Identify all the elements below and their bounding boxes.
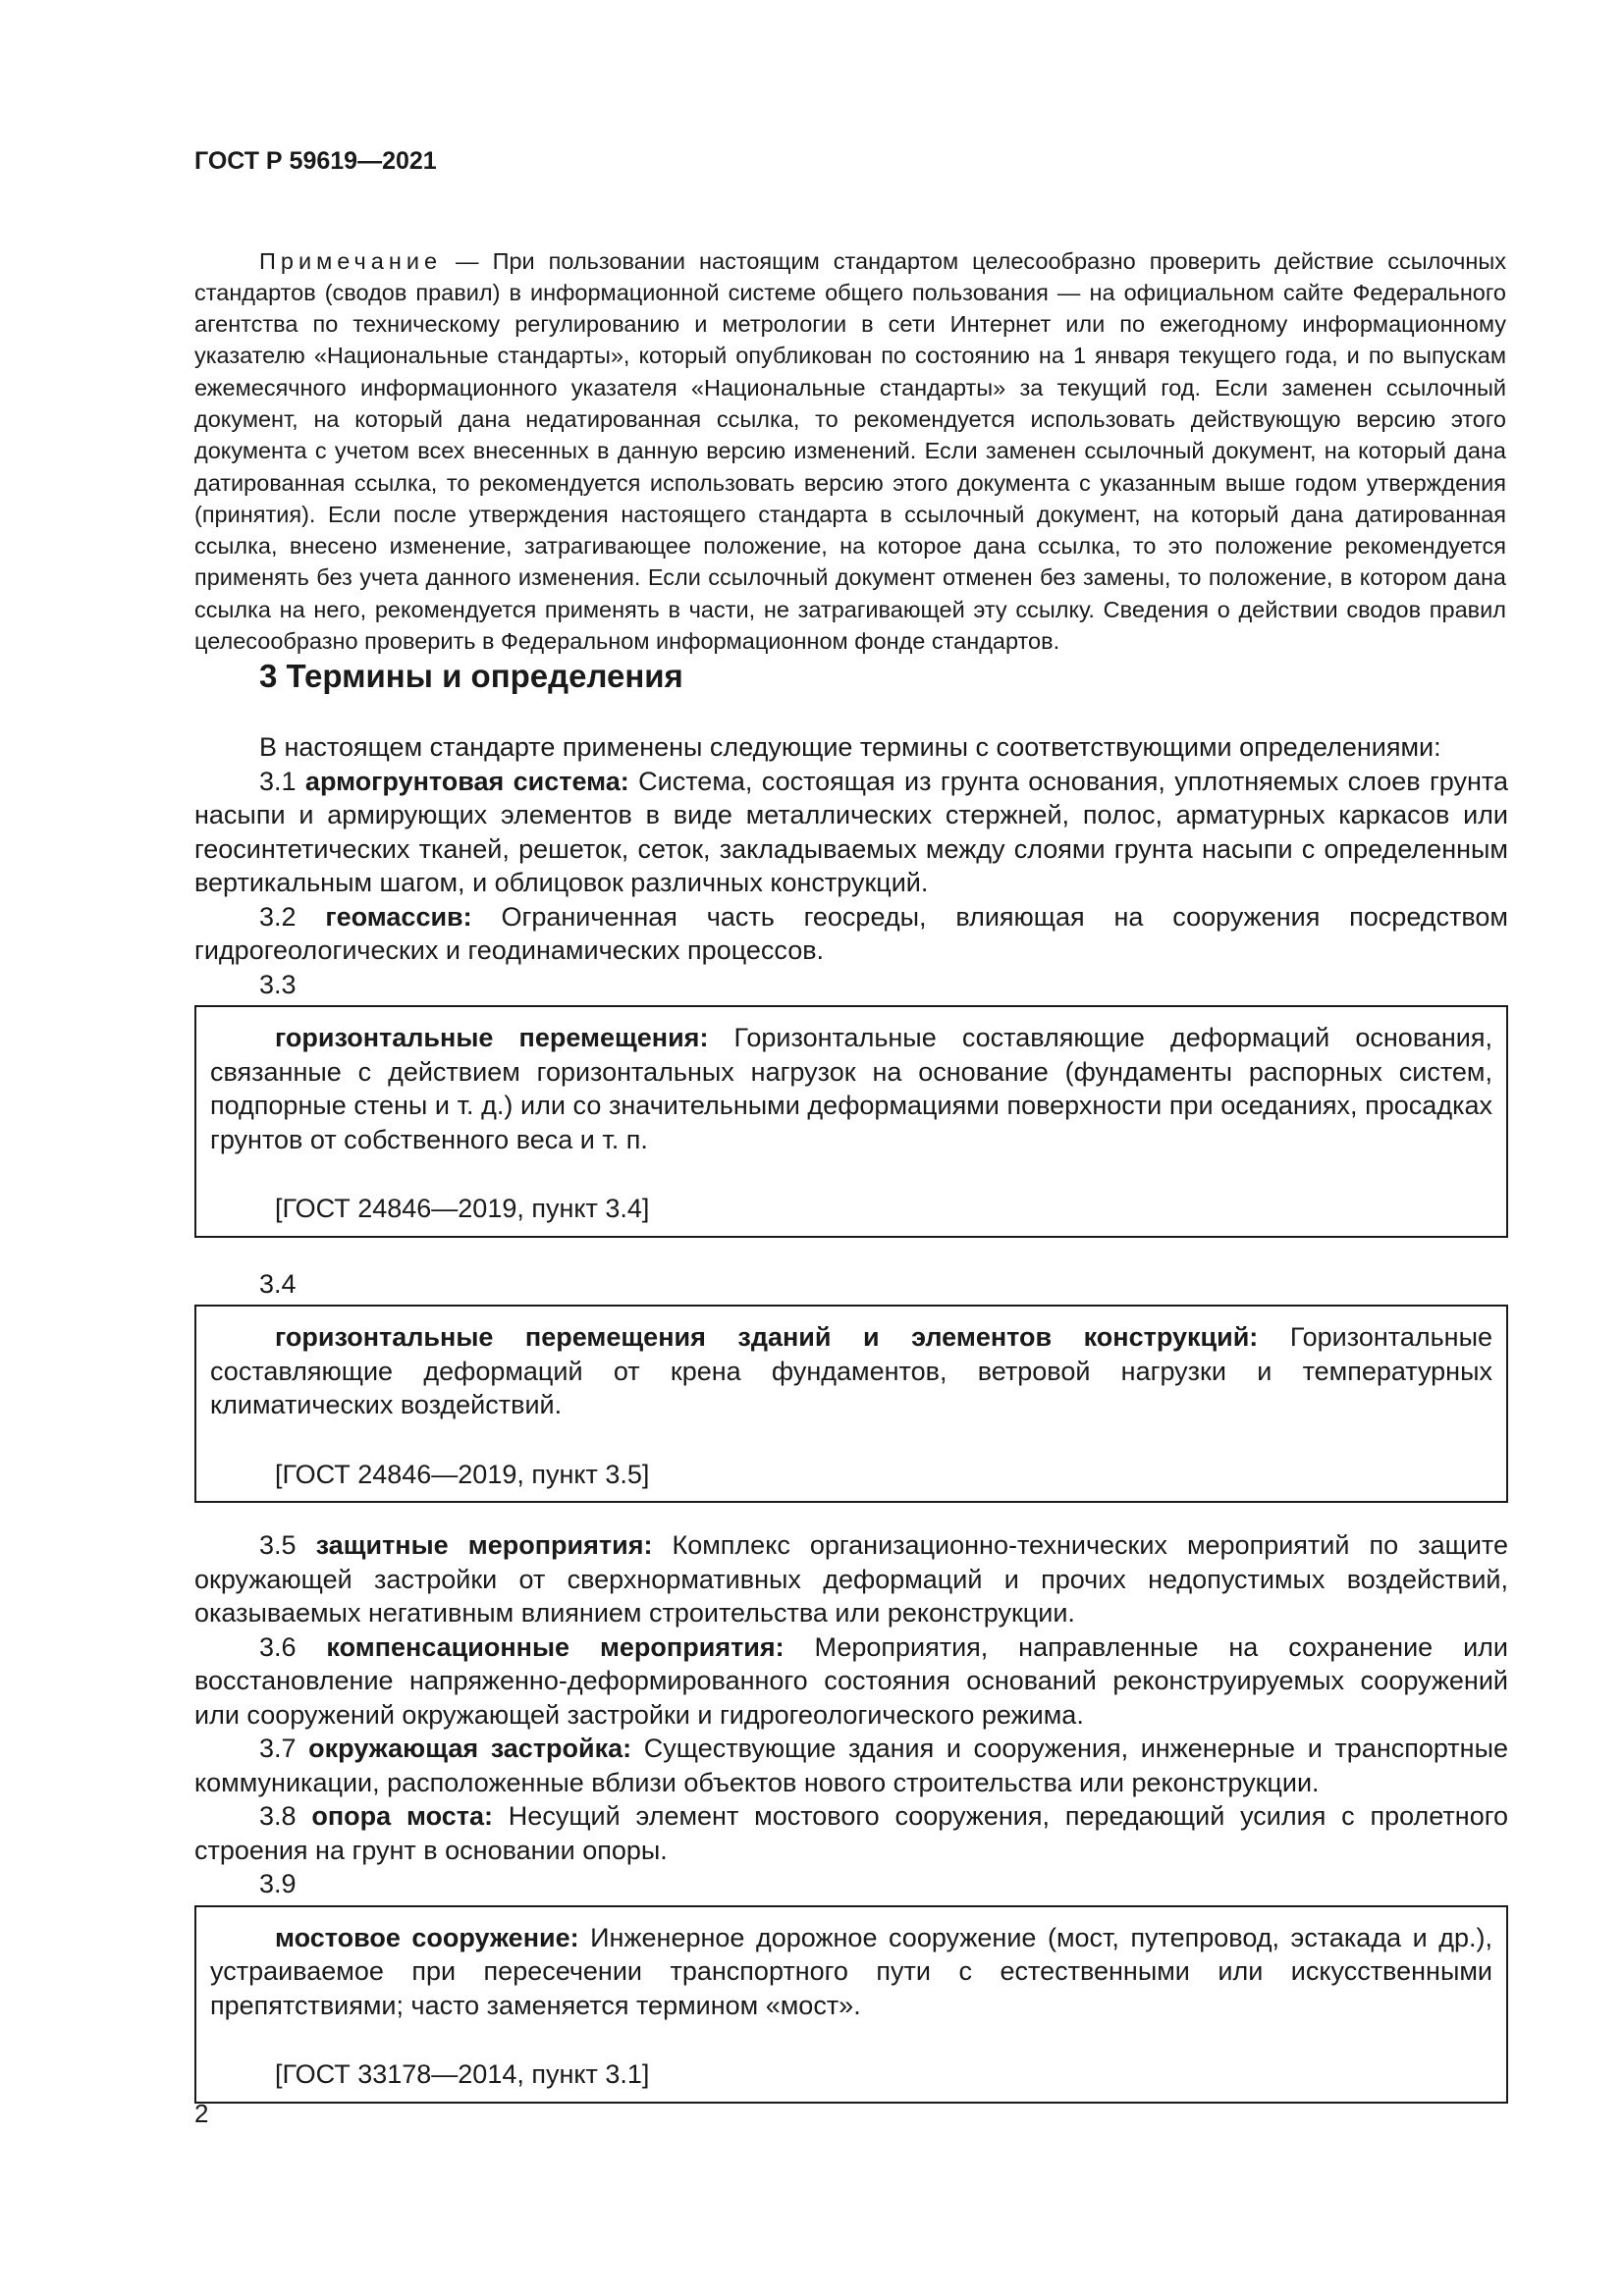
term-number: 3.7 [259, 1734, 309, 1763]
term-name: горизонтальные перемещения зданий и элементов конструкций: [275, 1322, 1259, 1352]
term-definition: Комплекс организационно-технических мероприятий по защите окружающей застройки от сверхнормативных деформаций и прочих недопустимых воздействий, оказываемых негативным влиянием строительства или реконструкции. [194, 1530, 1508, 1628]
term-name: защитные мероприятия: [315, 1530, 653, 1560]
term-3-7 [194, 1732, 1508, 1799]
term-name: мостовое сооружение: [275, 1922, 579, 1952]
term-3-2 [194, 900, 1508, 968]
term-3-8 [194, 1799, 1508, 1867]
term-3-6 [194, 1630, 1508, 1733]
term-number: 3.8 [259, 1801, 312, 1831]
term-3-9-box [194, 1905, 1508, 2104]
section-title: 3 Термины и определения [259, 658, 683, 694]
term-name: армогрунтовая система: [304, 766, 629, 796]
page-number: 2 [194, 2099, 209, 2128]
terms-section [194, 658, 1508, 2104]
term-number: 3.2 [259, 901, 326, 932]
term-3-1 [194, 765, 1508, 900]
term-3-9-number: 3.9 [259, 1869, 297, 1898]
term-3-4-box [194, 1305, 1508, 1503]
note-label: Примечание [259, 247, 443, 274]
term-source-reference: [ГОСТ 33178—2014, пункт 3.1] [275, 2059, 650, 2089]
term-definition: Горизонтальные составляющие деформаций основания, связанные с действием горизонтальных нагрузок на основание (фундаменты распорных систем, подпорные стены и т. д.) или со значительными деформациями поверхности при оседаниях, просадках грунтов от собственного веса и т. п. [210, 1023, 1492, 1154]
term-source-reference: [ГОСТ 24846—2019, пункт 3.5] [275, 1459, 650, 1489]
term-3-4-number: 3.4 [259, 1268, 297, 1299]
term-definition: Несущий элемент мостового сооружения, передающий усилия с пролетного строения на грунт в основании опоры. [194, 1801, 1508, 1865]
term-definition: Мероприятия, направленные на сохранение или восстановление напряженно-деформированного состояния оснований реконструируемых сооружений или сооружений окружающей застройки и гидрогеологического режима. [194, 1631, 1508, 1730]
term-number: 3.5 [259, 1530, 316, 1560]
term-3-9 [210, 1921, 1492, 2023]
term-name: геомассив: [325, 901, 472, 932]
term-definition: Горизонтальные составляющие деформаций от крена фундаментов, ветровой нагрузки и температурных климатических воздействий. [210, 1322, 1492, 1419]
term-3-3-number: 3.3 [259, 969, 297, 999]
term-name: опора моста: [311, 1801, 493, 1831]
document-code-header: ГОСТ Р 59619—2021 [194, 147, 437, 175]
term-name: горизонтальные перемещения: [275, 1023, 709, 1052]
reference-note [194, 245, 1506, 658]
term-source-reference: [ГОСТ 24846—2019, пункт 3.4] [275, 1194, 650, 1223]
term-3-4 [210, 1320, 1492, 1422]
term-definition: Инженерное дорожное сооружение (мост, путепровод, эстакада и др.), устраиваемое при пересечении транспортного пути с естественными или искусственными препятствиями; часто заменяется термином «мост». [210, 1922, 1492, 2020]
term-name: окружающая застройка: [308, 1734, 632, 1763]
term-3-3-box [194, 1005, 1508, 1238]
section-intro: В настоящем стандарте применены следующие термины с соответствующими определениями: [259, 732, 1441, 762]
term-name: компенсационные мероприятия: [326, 1631, 785, 1662]
term-number: 3.1 [259, 766, 305, 796]
term-3-3 [210, 1021, 1492, 1156]
term-number: 3.6 [259, 1631, 327, 1662]
term-definition: Система, состоящая из грунта основания, уплотняемых слоев грунта насыпи и армирующих элементов в виде металлических стержней, полос, арматурных каркасов или геосинтетических тканей, решеток, сеток, закладываемых между слоями грунта насыпи с определенным вертикальным шагом, и облицовок различных конструкций. [194, 766, 1508, 897]
term-definition: Ограниченная часть геосреды, влияющая на сооружения посредством гидрогеологических и геодинамических процессов. [194, 901, 1508, 965]
term-definition: Существующие здания и сооружения, инженерные и транспортные коммуникации, расположенные вблизи объектов нового строительства или реконструкции. [194, 1734, 1508, 1797]
term-3-5 [194, 1528, 1508, 1630]
note-text: — При пользовании настоящим стандартом целесообразно проверить действие ссылочных стандартов (сводов правил) в информационной системе общего пользования — на официальном сайте Федерального агентства по техническому регулированию и метрологии в сети Интернет или по ежегодному информационному указателю «Национальные стандарты», который опубликован по состоянию на 1 января текущего года, и по выпускам ежемесячного информационного указателя «Национальные стандарты» за текущий год. Если заменен ссылочный документ, на который дана недатированная ссылка, то рекомендуется использовать действующую версию этого документа с учетом всех внесенных в данную версию изменений. Если заменен ссылочный документ, на который дана датированная ссылка, то рекомендуется использовать версию этого документа с указанным выше годом утверждения (принятия). Если после утверждения настоящего стандарта в ссылочный документ, на который дана датированная ссылка, внесено изменение, затрагивающее положение, на которое дана ссылка, то это положение рекомендуется применять без учета данного изменения. Если ссылочный документ отменен без замены, то положение, в котором дана ссылка на него, рекомендуется применять в части, не затрагивающей эту ссылку. Сведения о действии сводов правил целесообразно проверить в Федеральном информационном фонде стандартов. [194, 247, 1506, 655]
